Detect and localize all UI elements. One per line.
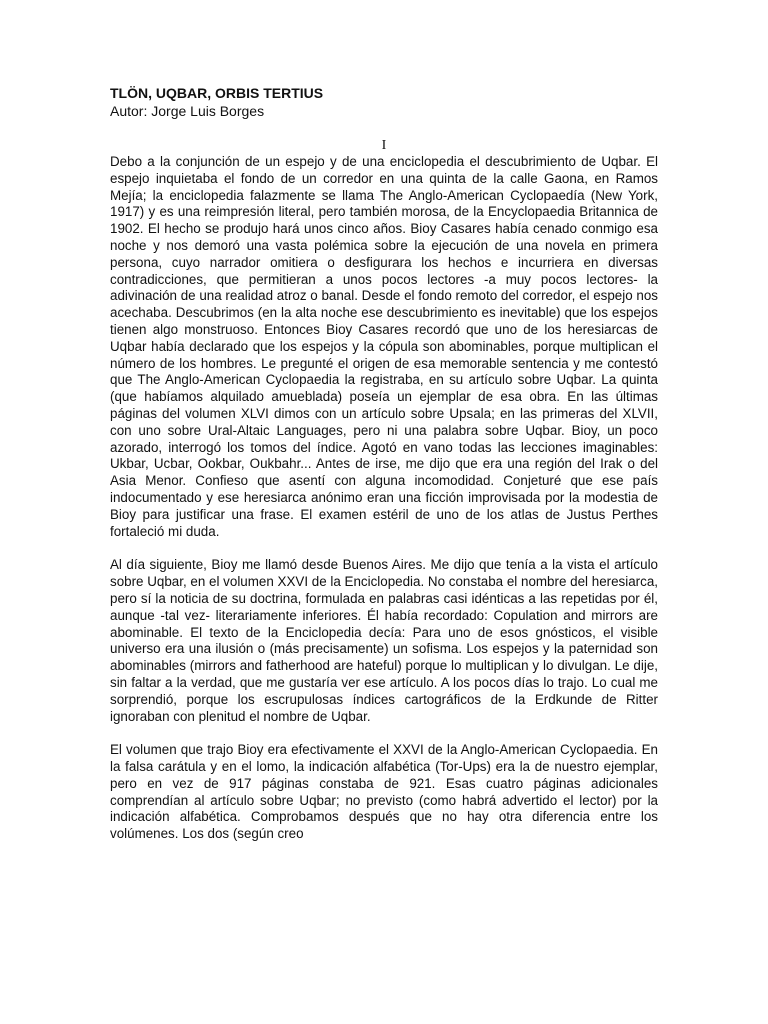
paragraph: El volumen que trajo Bioy era efectivamente el XXVI de la Anglo-American Cyclopaedia. En la falsa carátula y en el lomo, la indicación alfabética (Tor-Ups) era la de nuestro ejemplar, pero en vez de 917 páginas constaba de 921. Esas cuatro páginas adicionales comprendían al artículo sobre Uqbar; no previsto (como habrá advertido el lector) por la indicación alfabética. Comprobamos después que no hay otra diferencia entre los volúmenes. Los dos (según creo [110,742,658,842]
paragraph: Debo a la conjunción de un espejo y de una enciclopedia el descubrimiento de Uqbar. El espejo inquietaba el fondo de un corredor en una quinta de la calle Gaona, en Ramos Mejía; la enciclopedia falazmente se llama The Anglo-American Cyclopaedía (New York, 1917) y es una reimpresión literal, pero también morosa, de la Encyclopaedia Britannica de 1902. El hecho se produjo hará unos cinco años. Bioy Casares había cenado conmigo esa noche y nos demoró una vasta polémica sobre la ejecución de una novela en primera persona, cuyo narrador omitiera o desfigurara los hechos e incurriera en diversas contradicciones, que permitieran a unos pocos lectores -a muy pocos lectores- la adivinación de una realidad atroz o banal. Desde el fondo remoto del corredor, el espejo nos acechaba. Descubrimos (en la alta noche ese descubrimiento es inevitable) que los espejos tienen algo monstruoso. Entonces Bioy Casares recordó que uno de los heresiarcas de Uqbar había declarado que los espejos y la cópula son abominables, porque multiplican el número de los hombres. Le pregunté el origen de esa memorable sentencia y me contestó que The Anglo-American Cyclopaedia la registraba, en su artículo sobre Uqbar. La quinta (que habíamos alquilado amueblada) poseía un ejemplar de esa obra. En las últimas páginas del volumen XLVI dimos con un artículo sobre Upsala; en las primeras del XLVII, con uno sobre Ural-Altaic Languages, pero ni una palabra sobre Uqbar. Bioy, un poco azorado, interrogó los tomos del índice. Agotó en vano todas las lecciones imaginables: Ukbar, Ucbar, Ookbar, Oukbahr... Antes de irse, me dijo que era una región del Irak o del Asia Menor. Confieso que asentí con alguna incomodidad. Conjeturé que ese país indocumentado y ese heresiarca anónimo eran una ficción improvisada por la modestia de Bioy para justificar una frase. El examen estéril de uno de los atlas de Justus Perthes fortaleció mi duda. [110,154,658,539]
section-heading: I [381,138,387,153]
document-title: TLÖN, UQBAR, ORBIS TERTIUS [110,85,324,101]
document-page [110,84,658,843]
paragraph: Al día siguiente, Bioy me llamó desde Buenos Aires. Me dijo que tenía a la vista el artículo sobre Uqbar, en el volumen XXVI de la Enciclopedia. No constaba el nombre del heresiarca, pero sí la noticia de su doctrina, formulada en palabras casi idénticas a las repetidas por él, aunque -tal vez- literariamente inferiores. Él había recordado: Copulation and mirrors are abominable. El texto de la Enciclopedia decía: Para uno de esos gnósticos, el visible universo era una ilusión o (más precisamente) un sofisma. Los espejos y la paternidad son abominables (mirrors and fatherhood are hateful) porque lo multiplican y lo divulgan. Le dije, sin faltar a la verdad, que me gustaría ver ese artículo. A los pocos días lo trajo. Lo cual me sorprendió, porque los escrupulosas índices cartográficos de la Erdkunde de Ritter ignoraban con plenitud el nombre de Uqbar. [110,557,658,724]
document-author: Autor: Jorge Luis Borges [110,103,265,119]
